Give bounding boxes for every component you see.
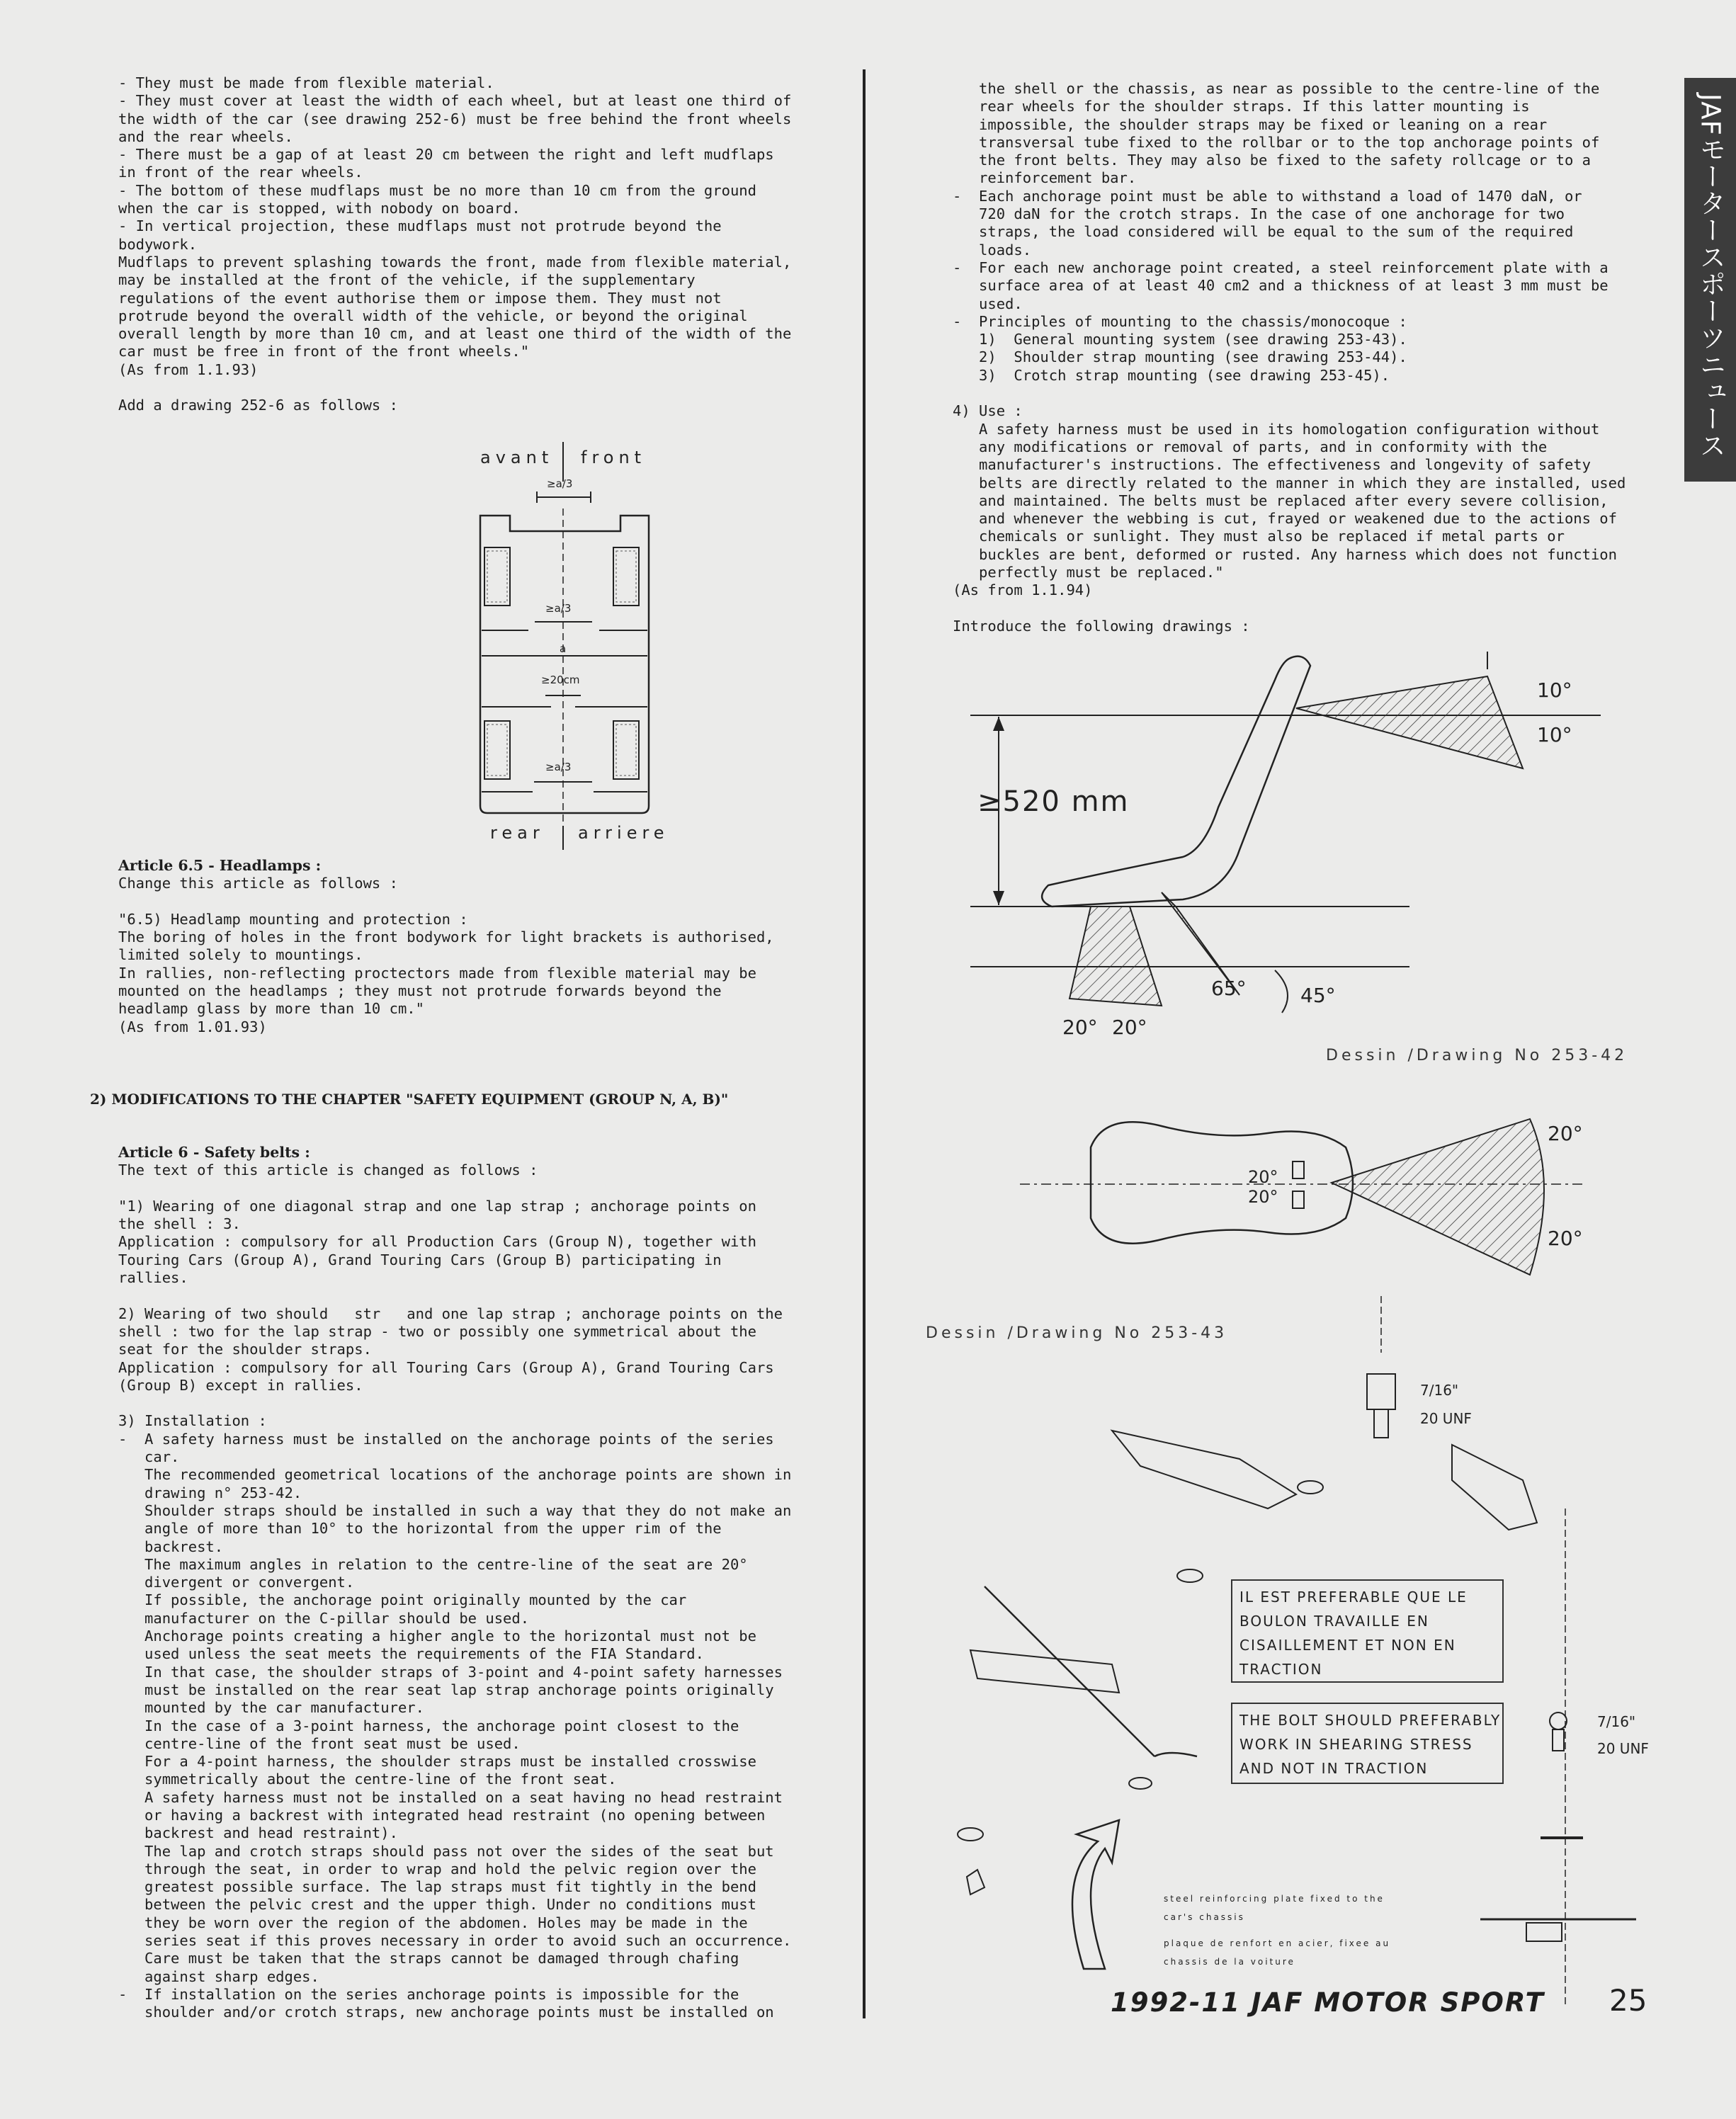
right-col-1-line: 1) General mounting system (see drawing 253-43). bbox=[953, 331, 1407, 348]
mudflap-drawing bbox=[453, 438, 694, 850]
left-col-1-line: Add a drawing 252-6 as follows : bbox=[118, 397, 398, 414]
left-col-3-line: The recommended geometrical locations of the anchorage points are shown in bbox=[118, 1466, 792, 1484]
right-col-1-line: 720 daN for the crotch straps. In the case of one anchorage for two bbox=[953, 205, 1565, 223]
car-label-avant: avant bbox=[480, 448, 554, 467]
right-col-1-line bbox=[953, 600, 1638, 618]
left-col-3-line: shell : two for the lap strap - two or possibly one symmetrical about the bbox=[118, 1322, 756, 1340]
left-col-3-line: The text of this article is changed as follows : bbox=[118, 1161, 538, 1179]
right-column-text-1 bbox=[953, 80, 1638, 635]
svg-text:≥a/3: ≥a/3 bbox=[547, 477, 573, 490]
left-col-3-line: manufacturer on the C-pillar should be used. bbox=[118, 1609, 530, 1627]
note-english: THE BOLT SHOULD PREFERABLY WORK IN SHEARING STRESS AND NOT IN TRACTION bbox=[1231, 1703, 1504, 1784]
left-col-3-line: or having a backrest with integrated head restraint (no opening between bbox=[118, 1806, 766, 1824]
left-col-3-line: For a 4-point harness, the shoulder straps must be installed crosswise bbox=[118, 1753, 756, 1771]
left-col-3-line: - If installation on the series anchorage points is impossible for the bbox=[118, 1985, 739, 2003]
left-col-1-line: regulations of the event authorise them or impose them. They must not bbox=[118, 289, 722, 307]
right-col-1-line: Introduce the following drawings : bbox=[953, 617, 1250, 635]
right-col-1-line: (As from 1.1.94) bbox=[953, 581, 1093, 599]
right-col-1-line: manufacturer's instructions. The effectiveness and longevity of safety bbox=[953, 456, 1591, 474]
drawing-caption-253-42: Dessin /Drawing No 253-42 bbox=[1326, 1047, 1628, 1064]
left-col-1-line: in front of the rear wheels. bbox=[118, 164, 363, 181]
left-col-3-line: drawing n° 253-42. bbox=[118, 1484, 302, 1501]
car-label-rear: rear bbox=[490, 823, 545, 843]
left-col-3-line: series seat if this proves necessary in order to avoid such an occurrence. bbox=[118, 1932, 792, 1950]
right-col-1-line: chemicals or sunlight. They must also be replaced if metal parts or bbox=[953, 528, 1565, 545]
left-col-2-line: The boring of holes in the front bodywork for light brackets is authorised, bbox=[118, 928, 774, 946]
right-col-1-line: 4) Use : bbox=[953, 402, 1023, 420]
plate-caption-en: steel reinforcing plate fixed to the car's chassis bbox=[1164, 1894, 1385, 1922]
left-col-3-line: backrest and head restraint). bbox=[118, 1824, 398, 1842]
right-col-1-line: reinforcement bar. bbox=[953, 169, 1137, 187]
left-col-1-line bbox=[118, 379, 814, 397]
seat-side-drawing bbox=[970, 637, 1622, 1045]
left-col-3-line bbox=[118, 1180, 814, 1198]
right-col-1-line: - For each new anchorage point created, a steel reinforcement plate with a bbox=[953, 259, 1609, 276]
left-col-1-line: bodywork. bbox=[118, 235, 198, 253]
left-col-3-line: rallies. bbox=[118, 1269, 188, 1287]
svg-text:≥a/3: ≥a/3 bbox=[545, 761, 572, 773]
left-col-3-line: The maximum angles in relation to the centre-line of the seat are 20° bbox=[118, 1555, 748, 1573]
left-col-3-line: Touring Cars (Group A), Grand Touring Cars (Group B) participating in bbox=[118, 1251, 722, 1268]
right-col-1-line: rear wheels for the shoulder straps. If this latter mounting is bbox=[953, 98, 1530, 115]
left-col-1-line: protrude beyond the overall width of the vehicle, or beyond the original bbox=[118, 307, 748, 324]
right-col-1-line: - Each anchorage point must be able to withstand a load of 1470 daN, or bbox=[953, 187, 1582, 205]
left-col-3-line: symmetrically about the centre-line of the front seat. bbox=[118, 1771, 617, 1788]
svg-text:7/16": 7/16" bbox=[1597, 1713, 1636, 1730]
left-col-2-line bbox=[118, 893, 814, 911]
svg-text:20 UNF: 20 UNF bbox=[1597, 1740, 1649, 1757]
svg-text:20°: 20° bbox=[1248, 1167, 1278, 1187]
plate-caption-fr: plaque de renfort en acier, fixee au chassis de la voiture bbox=[1164, 1938, 1391, 1967]
right-col-1-line: and whenever the webbing is cut, frayed or weakened due to the actions of bbox=[953, 510, 1617, 528]
left-col-1-line: (As from 1.1.93) bbox=[118, 360, 259, 378]
note-french: IL EST PREFERABLE QUE LE BOULON TRAVAILLE EN CISAILLEMENT ET NON EN TRACTION bbox=[1231, 1579, 1504, 1683]
left-col-3-line: - A safety harness must be installed on the anchorage points of the series bbox=[118, 1430, 774, 1448]
left-col-1-line: overall length by more than 10 cm, and at least one third of the width of the bbox=[118, 325, 792, 343]
left-col-3-line: backrest. bbox=[118, 1538, 224, 1555]
left-col-1-line: Mudflaps to prevent splashing towards the front, made from flexible material, bbox=[118, 253, 792, 271]
right-col-1-line: 2) Shoulder strap mounting (see drawing 253-44). bbox=[953, 348, 1407, 366]
left-col-2-line: In rallies, non-reflecting proctectors made from flexible material may be bbox=[118, 964, 756, 982]
side-tab: JAFモータースポーツニュース bbox=[1684, 78, 1736, 482]
right-col-1-line: belts are directly related to the manner in which they are installed, used bbox=[953, 474, 1626, 492]
left-col-3-line: In that case, the shoulder straps of 3-point and 4-point safety harnesses bbox=[118, 1663, 783, 1681]
left-col-2-line: mounted on the headlamps ; they must not protrude forwards beyond the bbox=[118, 982, 722, 1000]
left-col-3-line: "1) Wearing of one diagonal strap and one lap strap ; anchorage points on bbox=[118, 1197, 756, 1215]
left-col-3-line: 2) Wearing of two should str and one lap strap ; anchorage points on the bbox=[118, 1305, 783, 1322]
left-col-3-line: angle of more than 10° to the horizontal from the upper rim of the bbox=[118, 1520, 722, 1538]
svg-text:a: a bbox=[560, 642, 567, 655]
left-col-1-line: - The bottom of these mudflaps must be no more than 10 cm from the ground bbox=[118, 181, 756, 199]
left-column-text-1 bbox=[118, 74, 814, 415]
svg-text:20°: 20° bbox=[1548, 1227, 1583, 1250]
left-col-2-line: Article 6.5 - Headlamps : bbox=[118, 857, 322, 874]
column-divider bbox=[863, 69, 866, 2018]
left-col-1-line: the width of the car (see drawing 252-6) must be free behind the front wheels bbox=[118, 110, 792, 127]
right-col-1-line: the shell or the chassis, as near as possible to the centre-line of the bbox=[953, 80, 1600, 97]
right-col-1-line: surface area of at least 40 cm2 and a thickness of at least 3 mm must be bbox=[953, 277, 1609, 295]
right-col-1-line: buckles are bent, deformed or rusted. Any harness which does not function bbox=[953, 545, 1617, 563]
section-heading: 2) MODIFICATIONS TO THE CHAPTER "SAFETY EQUIPMENT (GROUP N, A, B)" bbox=[90, 1091, 729, 1108]
left-col-1-line: - There must be a gap of at least 20 cm between the right and left mudflaps bbox=[118, 146, 774, 164]
car-label-arriere: arriere bbox=[578, 823, 669, 843]
left-col-3-line: (Group B) except in rallies. bbox=[118, 1376, 363, 1394]
right-col-1-line: any modifications or removal of parts, and in conformity with the bbox=[953, 438, 1548, 455]
svg-text:10°: 10° bbox=[1537, 723, 1572, 746]
left-col-3-line: If possible, the anchorage point originally mounted by the car bbox=[118, 1591, 687, 1609]
svg-text:≥a/3: ≥a/3 bbox=[545, 602, 572, 615]
right-col-1-line bbox=[953, 385, 1638, 402]
left-col-3-line: the shell : 3. bbox=[118, 1215, 241, 1233]
left-col-3-line: A safety harness must not be installed on a seat having no head restraint bbox=[118, 1788, 783, 1806]
svg-text:45°: 45° bbox=[1300, 984, 1336, 1007]
drawing-caption-253-43: Dessin /Drawing No 253-43 bbox=[926, 1324, 1228, 1342]
right-col-1-line: - Principles of mounting to the chassis/monocoque : bbox=[953, 312, 1407, 330]
left-col-3-line: centre-line of the front seat must be used. bbox=[118, 1734, 521, 1752]
seat-top-drawing bbox=[1020, 1091, 1587, 1303]
left-col-3-line: Care must be taken that the straps cannot be damaged through chafing bbox=[118, 1950, 739, 1967]
footer-title: 1992-11 JAF MOTOR SPORT bbox=[1111, 1987, 1545, 2018]
right-col-1-line: straps, the load considered will be equal to the sum of the required bbox=[953, 223, 1574, 241]
right-col-1-line: perfectly must be replaced." bbox=[953, 564, 1224, 581]
right-col-1-line: and maintained. The belts must be replaced after every severe collision, bbox=[953, 492, 1609, 509]
right-col-1-line: used. bbox=[953, 295, 1023, 312]
left-col-2-line: "6.5) Headlamp mounting and protection : bbox=[118, 910, 468, 928]
left-col-3-line: between the pelvic crest and the upper thigh. Under no conditions must bbox=[118, 1896, 756, 1914]
left-col-3-line: they be worn over the region of the abdomen. Holes may be made in the bbox=[118, 1914, 748, 1931]
left-col-3-line: Shoulder straps should be installed in such a way that they do not make an bbox=[118, 1501, 792, 1519]
right-col-1-line: the front belts. They may also be fixed to the safety rollcage or to a bbox=[953, 152, 1591, 169]
left-col-2-line: Change this article as follows : bbox=[118, 875, 398, 892]
right-col-1-line: impossible, the shoulder straps may be fixed or leaning on a rear bbox=[953, 115, 1548, 133]
left-col-2-line: headlamp glass by more than 10 cm." bbox=[118, 1000, 424, 1018]
right-col-1-line: loads. bbox=[953, 241, 1032, 259]
left-col-3-line: Application : compulsory for all Production Cars (Group N), together with bbox=[118, 1233, 756, 1251]
left-col-1-line: when the car is stopped, with nobody on board. bbox=[118, 200, 521, 217]
left-col-3-line: mounted by the car manufacturer. bbox=[118, 1699, 424, 1717]
left-col-3-line bbox=[118, 1287, 814, 1305]
svg-text:65°: 65° bbox=[1211, 977, 1247, 1000]
left-col-1-line: car must be free in front of the front wheels." bbox=[118, 343, 530, 360]
left-col-2-line: (As from 1.01.93) bbox=[118, 1018, 267, 1035]
svg-text:7/16": 7/16" bbox=[1420, 1382, 1459, 1399]
left-col-3-line: Anchorage points creating a higher angle to the horizontal must not be bbox=[118, 1627, 756, 1645]
left-col-3-line: through the seat, in order to wrap and hold the pelvic region over the bbox=[118, 1860, 756, 1877]
left-col-1-line: may be installed at the front of the vehicle, if the supplementary bbox=[118, 271, 696, 289]
left-col-3-line: Application : compulsory for all Touring Cars (Group A), Grand Touring Cars bbox=[118, 1358, 774, 1376]
left-col-3-line: used unless the seat meets the requirements of the FIA Standard. bbox=[118, 1645, 704, 1663]
left-col-3-line: shoulder and/or crotch straps, new anchorage points must be installed on bbox=[118, 2004, 774, 2021]
svg-text:20°: 20° bbox=[1062, 1016, 1098, 1039]
svg-text:20 UNF: 20 UNF bbox=[1420, 1410, 1472, 1427]
left-col-3-line: divergent or convergent. bbox=[118, 1574, 355, 1591]
right-col-1-line: transversal tube fixed to the rollbar or to the top anchorage points of bbox=[953, 133, 1600, 151]
left-col-2-line: limited solely to mountings. bbox=[118, 946, 363, 964]
left-col-3-line: must be installed on the rear seat lap strap anchorage points originally bbox=[118, 1681, 774, 1698]
left-col-3-line: The lap and crotch straps should pass not over the sides of the seat but bbox=[118, 1842, 774, 1860]
car-label-front: front bbox=[581, 448, 647, 467]
left-col-3-line: car. bbox=[118, 1448, 180, 1466]
left-column-text-3 bbox=[118, 1144, 814, 2022]
left-col-1-line: - They must be made from flexible material. bbox=[118, 74, 494, 91]
right-col-1-line: A safety harness must be used in its homologation configuration without bbox=[953, 420, 1600, 438]
left-col-1-line: - In vertical projection, these mudflaps must not protrude beyond the bbox=[118, 217, 722, 235]
left-col-3-line: Article 6 - Safety belts : bbox=[118, 1144, 310, 1161]
svg-text:≥20cm: ≥20cm bbox=[541, 674, 580, 686]
left-col-3-line: against sharp edges. bbox=[118, 1967, 319, 1985]
left-col-1-line: and the rear wheels. bbox=[118, 127, 293, 145]
left-col-3-line: In the case of a 3-point harness, the anchorage point closest to the bbox=[118, 1717, 739, 1734]
svg-text:≥520 mm: ≥520 mm bbox=[977, 785, 1130, 818]
svg-text:10°: 10° bbox=[1537, 678, 1572, 702]
left-col-3-line: 3) Installation : bbox=[118, 1412, 267, 1430]
page-number: 25 bbox=[1609, 1983, 1647, 2018]
svg-text:20°: 20° bbox=[1248, 1187, 1278, 1207]
svg-text:20°: 20° bbox=[1548, 1122, 1583, 1145]
left-col-1-line: - They must cover at least the width of each wheel, but at least one third of bbox=[118, 92, 792, 110]
left-col-3-line: greatest possible surface. The lap straps must fit tightly in the bend bbox=[118, 1878, 756, 1896]
left-col-3-line bbox=[118, 1394, 814, 1412]
left-col-3-line: seat for the shoulder straps. bbox=[118, 1341, 372, 1358]
right-col-1-line: 3) Crotch strap mounting (see drawing 253-45). bbox=[953, 366, 1390, 384]
left-column-text-2 bbox=[118, 857, 814, 1036]
svg-text:20°: 20° bbox=[1112, 1016, 1147, 1039]
